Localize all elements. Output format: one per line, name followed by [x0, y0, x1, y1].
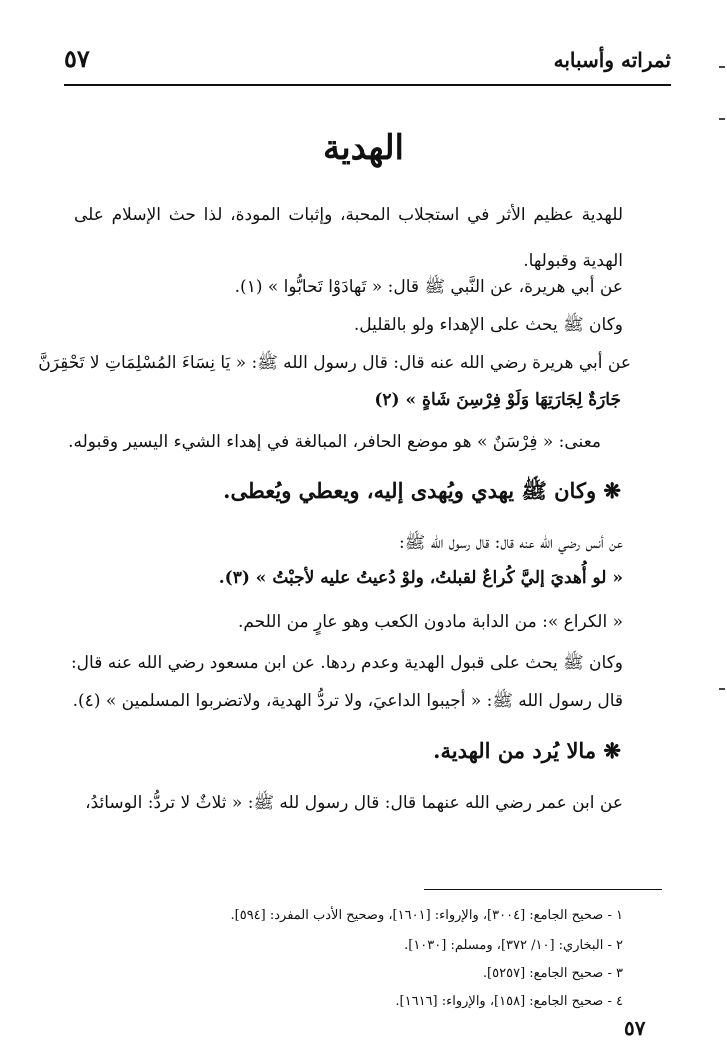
footer-page-number: ٥٧ [624, 1016, 646, 1040]
anas-line-2: « لو أُهديَ إليَّ كُراعٌ لقبلتُ، ولوْ دُعيتُ عليه لأجبْتُ » (٣). [218, 568, 623, 588]
footnote-divider [424, 889, 662, 890]
footnote-4: ٤ - صحيح الجامع: [١٥٨]، والإرواء: [١٦١٦]. [395, 994, 623, 1009]
scan-edge-mark [719, 66, 725, 68]
ibn-masud-line-2: قال رسول الله ﷺ: « أجيبوا الداعيَ، ولا تردُّ الهدية، ولاتضربوا المسلمين » (٤). [72, 691, 623, 711]
footnote-1: ١ - صحيح الجامع: [٣٠٠٤]، والإرواء: [١٦٠١]، وصحيح الأدب المفرد: [٥٩٤]. [230, 908, 623, 923]
section-title: الهدية [322, 128, 404, 168]
footnote-3: ٣ - صحيح الجامع: [٥٢٥٧]. [482, 966, 623, 981]
subheading-gifts: ❋ وكان ﷺ يهدي ويُهدى إليه، ويعطي ويُعطى. [223, 478, 621, 503]
kana-1: وكان ﷺ يحث على الإهداء ولو بالقليل. [353, 315, 623, 335]
ibn-umar-line: عن ابن عمر رضي الله عنهما قال: قال رسول لله ﷺ: « ثلاثٌ لا تردُّ: الوسائدُ، [85, 793, 623, 813]
scan-edge-mark [719, 688, 725, 690]
header-page-number: ٥٧ [64, 44, 90, 73]
footnote-2: ٢ - البخاري: [١٠/ ٣٧٢]، ومسلم: [١٠٣٠]. [404, 938, 623, 953]
kura-definition: « الكراع »: من الدابة مادون الكعب وهو عارٍ من اللحم. [237, 612, 623, 632]
meaning-line: معنى: « فِرْسَنٌ » هو موضع الحافر، المبالغة في إهداء الشيء اليسير وقبوله. [68, 432, 601, 452]
ibn-masud-line-1: وكان ﷺ يحث على قبول الهدية وعدم ردها. عن ابن مسعود رضي الله عنه قال: [70, 653, 623, 673]
scan-edge-mark [719, 118, 725, 120]
intro-paragraph: للهدية عظيم الأثر في استجلاب المحبة، وإثبات المودة، لذا حث الإسلام على الهدية وقبولها. [74, 205, 623, 271]
running-title: ثمراته وأسبابه [553, 48, 671, 72]
subheading-not-returned: ❋ مالا يُرد من الهدية. [433, 738, 621, 763]
hadith-2-line-2: جَارَةٌ لِجَارَتِهَا وَلَوْ فِرْسِنَ شَاةٍ » (٢) [374, 390, 621, 410]
anas-line-1: عن أنس رضي الله عنه قال: قال رسول الله ﷺ: [399, 533, 623, 553]
hadith-1: عن أبي هريرة، عن النَّبي ﷺ قال: « تَهادَوْا تَحابُّوا » (١). [234, 277, 623, 297]
hadith-2-line-1: عن أبي هريرة رضي الله عنه قال: قال رسول الله ﷺ: « يَا نِسَاءَ المُسْلِمَاتِ لا تَحْقِرَنَّ [38, 353, 631, 373]
page-header [64, 38, 671, 86]
